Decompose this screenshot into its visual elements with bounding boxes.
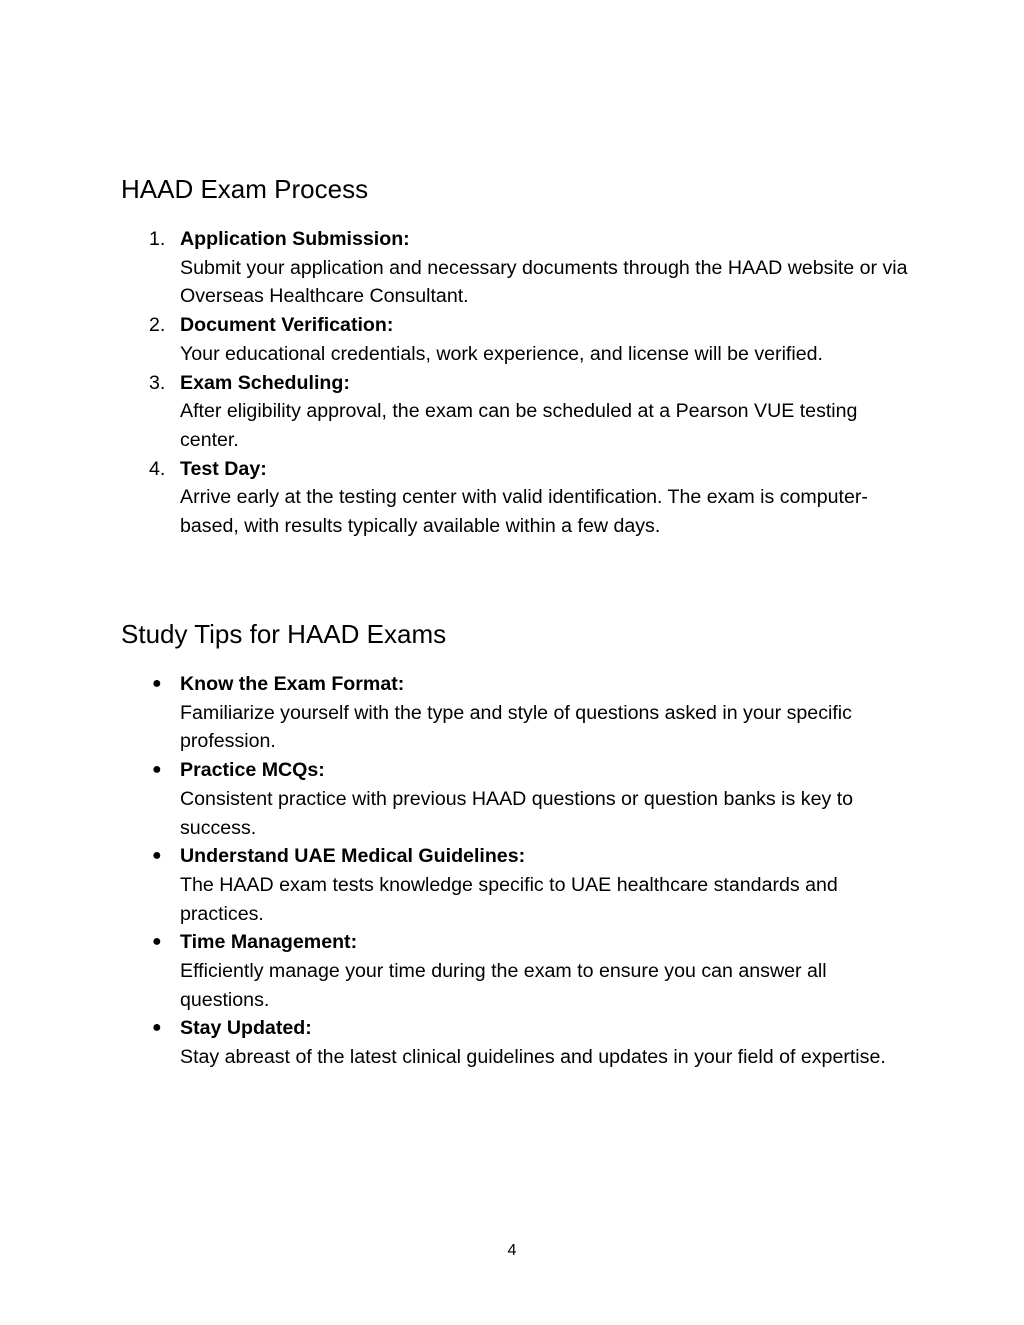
item-body: Consistent practice with previous HAAD questions or question banks is key to success. [180, 787, 854, 839]
list-item [121, 311, 911, 368]
list-item [121, 756, 911, 842]
item-body: Familiarize yourself with the type and style of questions asked in your specific profession. [180, 701, 852, 753]
bullet-icon: ● [152, 675, 162, 692]
list-number: 1. [149, 228, 166, 250]
list-item [121, 928, 911, 1014]
item-body: After eligibility approval, the exam can be scheduled at a Pearson VUE testing center. [180, 400, 858, 451]
item-body: Your educational credentials, work experience, and license will be verified. [180, 342, 823, 365]
study-tips-list [121, 670, 911, 1072]
item-title: Test Day: [180, 457, 267, 480]
list-item [121, 369, 911, 455]
section-heading: HAAD Exam Process [121, 174, 369, 204]
item-title: Exam Scheduling: [180, 371, 350, 394]
item-title: Practice MCQs: [180, 759, 325, 782]
exam-process-section [121, 172, 911, 541]
section-heading: Study Tips for HAAD Exams [121, 619, 447, 649]
item-title: Application Submission: [180, 228, 410, 250]
list-number: 3. [149, 371, 166, 394]
item-body: Stay abreast of the latest clinical guidelines and updates in your field of expertise. [180, 1046, 886, 1069]
item-title: Stay Updated: [180, 1017, 312, 1040]
list-item [121, 455, 911, 541]
item-title: Know the Exam Format: [180, 673, 405, 695]
bullet-icon: ● [152, 933, 162, 951]
list-item [121, 225, 911, 311]
item-title: Understand UAE Medical Guidelines: [180, 845, 526, 868]
list-item [121, 670, 911, 756]
list-item [121, 842, 911, 928]
page-number: 4 [507, 1242, 517, 1259]
item-title: Time Management: [180, 931, 358, 954]
list-number: 4. [149, 457, 166, 480]
item-body: Submit your application and necessary documents through the HAAD website or via Overseas Healthcare Consultant. [180, 256, 908, 308]
item-title: Document Verification: [180, 314, 394, 337]
list-number: 2. [149, 314, 166, 337]
bullet-icon: ● [152, 761, 162, 779]
item-body: Efficiently manage your time during the exam to ensure you can answer all questions. [180, 960, 827, 1011]
study-tips-section [121, 617, 911, 1072]
bullet-icon: ● [152, 1019, 162, 1037]
list-item [121, 1014, 911, 1071]
item-body: The HAAD exam tests knowledge specific to UAE healthcare standards and practices. [180, 873, 838, 925]
item-body: Arrive early at the testing center with valid identification. The exam is computer-based, with results typically available within a few days. [180, 486, 868, 538]
exam-process-list [121, 225, 911, 541]
bullet-icon: ● [152, 847, 162, 865]
